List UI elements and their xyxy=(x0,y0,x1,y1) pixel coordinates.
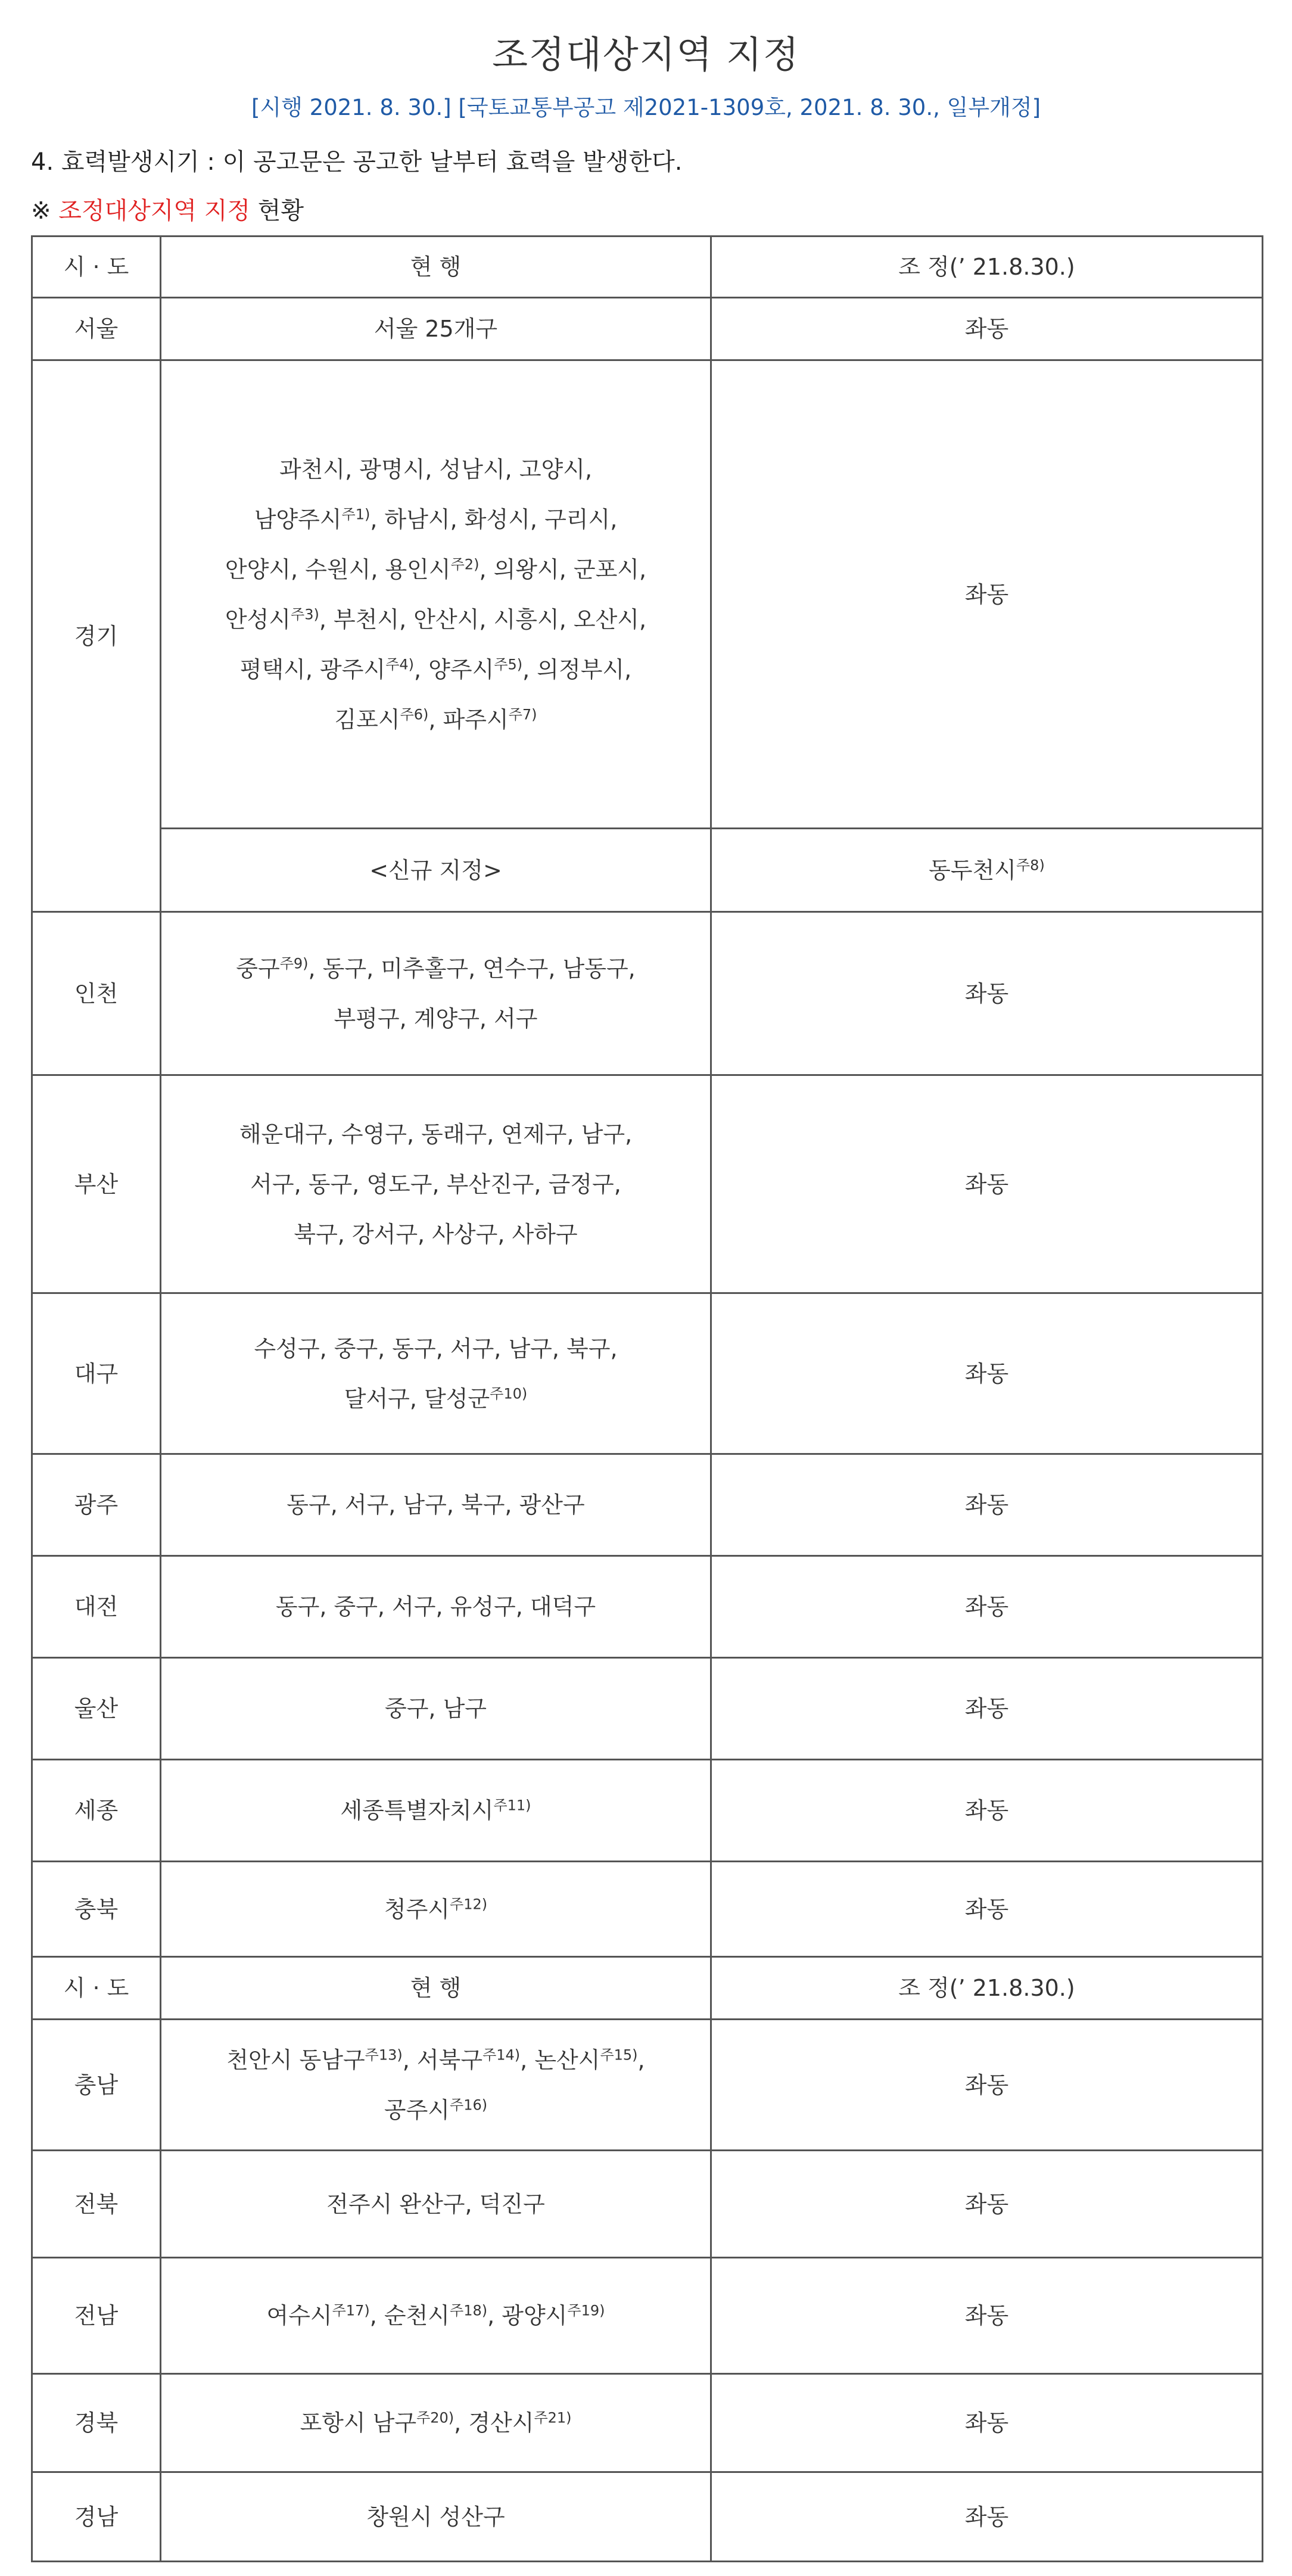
current-cell: 창원시 성산구 xyxy=(161,2472,711,2562)
current-cell: 동구, 중구, 서구, 유성구, 대덕구 xyxy=(161,1556,711,1658)
footnote-mark: 주10) xyxy=(490,1385,528,1402)
table-row xyxy=(32,829,1263,912)
footnote-mark: 주17) xyxy=(332,2302,370,2319)
footnote-mark: 주5) xyxy=(494,655,523,673)
adjusted-cell xyxy=(711,1556,1263,1658)
footnote-mark: 주18) xyxy=(450,2302,488,2319)
reference-mark: ※ xyxy=(31,197,51,225)
same-value: 좌동 xyxy=(964,1594,1009,1620)
same-value: 좌동 xyxy=(964,2303,1009,2329)
footnote-mark: 주2) xyxy=(450,555,480,573)
area-line: 김포시$^{주6)}$, 파주시$^{주7)}$ xyxy=(334,705,537,733)
new-designation-value: 동두천시$^{주8)}$ xyxy=(711,829,1263,912)
table-row xyxy=(32,360,1263,829)
region-cell: 대구 xyxy=(32,1293,161,1454)
current-cell: 여수시$^{주17)}$, 순천시$^{주18)}$, 광양시$^{주19)}$ xyxy=(161,2258,711,2374)
table-header-row xyxy=(32,1957,1263,2020)
same-value: 좌동 xyxy=(964,2410,1009,2436)
footnote-mark: 주7) xyxy=(508,705,537,723)
table-row xyxy=(32,1760,1263,1862)
area-line: 중구$^{주9)}$, 동구, 미추홀구, 연수구, 남동구, xyxy=(236,954,636,982)
footnote-mark: 주19) xyxy=(567,2302,605,2319)
adjusted-cell xyxy=(711,2472,1263,2562)
current-cell xyxy=(161,360,711,829)
same-value: 좌동 xyxy=(964,2071,1009,2098)
area-line: 북구, 강서구, 사상구, 사하구 xyxy=(294,1221,578,1247)
area-line: 천안시 동남구$^{주13)}$, 서북구$^{주14)}$, 논산시$^{주15)}$, xyxy=(226,2046,645,2073)
region-cell: 대전 xyxy=(32,1556,161,1658)
footnote-mark: 주12) xyxy=(450,1895,488,1912)
same-value: 좌동 xyxy=(964,1171,1009,1197)
header-region: 시 · 도 xyxy=(32,237,161,298)
table-row xyxy=(32,1556,1263,1658)
adjusted-cell xyxy=(711,298,1263,360)
footnote-mark: 주21) xyxy=(534,2409,572,2426)
region-cell: 부산 xyxy=(32,1075,161,1293)
current-cell xyxy=(161,912,711,1075)
same-value: 좌동 xyxy=(964,1492,1009,1518)
table-row xyxy=(32,1293,1263,1454)
region-cell: 충북 xyxy=(32,1862,161,1957)
current-cell xyxy=(161,2020,711,2151)
region-cell: 광주 xyxy=(32,1454,161,1556)
current-cell: 전주시 완산구, 덕진구 xyxy=(161,2151,711,2258)
current-cell: 세종특별자치시$^{주11)}$ xyxy=(161,1760,711,1862)
area-line: 안성시$^{주3)}$, 부천시, 안산시, 시흥시, 오산시, xyxy=(225,605,647,633)
same-value: 좌동 xyxy=(964,1360,1009,1387)
footnote-mark: 주13) xyxy=(365,2046,403,2063)
adjusted-cell xyxy=(711,2258,1263,2374)
same-value: 좌동 xyxy=(964,2503,1009,2530)
header-region: 시 · 도 xyxy=(32,1957,161,2020)
same-value: 좌동 xyxy=(964,2191,1009,2217)
table-row xyxy=(32,1075,1263,1293)
designation-table xyxy=(31,235,1263,2562)
table-row xyxy=(32,2020,1263,2151)
footnote-mark: 주15) xyxy=(600,2046,638,2063)
area-line: 남양주시$^{주1)}$, 하남시, 화성시, 구리시, xyxy=(254,505,618,533)
footnote-mark: 주9) xyxy=(279,954,309,972)
caption-highlight: 조정대상지역 지정 xyxy=(58,197,251,225)
page-title: 조정대상지역 지정 xyxy=(492,33,800,76)
region-cell: 충남 xyxy=(32,2020,161,2151)
same-value: 좌동 xyxy=(964,1695,1009,1722)
table-header-row xyxy=(32,237,1263,298)
same-value: 좌동 xyxy=(964,316,1009,342)
new-designation-label: <신규 지정> xyxy=(161,829,711,912)
current-cell: 청주시$^{주12)}$ xyxy=(161,1862,711,1957)
header-current: 현 행 xyxy=(161,1957,711,2020)
region-cell: 경기 xyxy=(32,360,161,912)
footnote-mark: 주4) xyxy=(385,655,415,673)
table-row xyxy=(32,298,1263,360)
adjusted-cell xyxy=(711,2020,1263,2151)
table-row xyxy=(32,1454,1263,1556)
adjusted-cell xyxy=(711,912,1263,1075)
area-line: 서구, 동구, 영도구, 부산진구, 금정구, xyxy=(250,1171,621,1197)
same-value: 좌동 xyxy=(964,581,1009,608)
table-row xyxy=(32,2151,1263,2258)
region-cell: 경남 xyxy=(32,2472,161,2562)
area-line: 수성구, 중구, 동구, 서구, 남구, 북구, xyxy=(254,1335,618,1362)
table-row xyxy=(32,2374,1263,2472)
table-row xyxy=(32,2472,1263,2562)
adjusted-cell xyxy=(711,1454,1263,1556)
caption-rest: 현황 xyxy=(257,197,304,225)
footnote-mark: 주16) xyxy=(450,2096,488,2113)
table-row xyxy=(32,1658,1263,1760)
area-line: 부평구, 계양구, 서구 xyxy=(334,1005,538,1032)
header-adjusted: 조 정(’ 21.8.30.) xyxy=(711,237,1263,298)
adjusted-cell xyxy=(711,1658,1263,1760)
adjusted-cell xyxy=(711,360,1263,829)
current-cell: 서울 25개구 xyxy=(161,298,711,360)
table-caption xyxy=(31,192,304,226)
footnote-mark: 주20) xyxy=(416,2409,454,2426)
region-cell: 전북 xyxy=(32,2151,161,2258)
enforcement-subtitle[interactable]: [시행 2021. 8. 30.] [국토교통부공고 제2021-1309호, 2021. 8. 30., 일부개정] xyxy=(251,95,1041,120)
adjusted-cell xyxy=(711,1760,1263,1862)
region-cell: 세종 xyxy=(32,1760,161,1862)
footnote-mark: 주14) xyxy=(482,2046,521,2063)
adjusted-cell xyxy=(711,2151,1263,2258)
area-line: 해운대구, 수영구, 동래구, 연제구, 남구, xyxy=(239,1121,633,1147)
adjusted-cell xyxy=(711,1293,1263,1454)
current-cell xyxy=(161,1293,711,1454)
footnote-mark: 주1) xyxy=(341,505,371,522)
region-cell: 울산 xyxy=(32,1658,161,1760)
header-adjusted: 조 정(’ 21.8.30.) xyxy=(711,1957,1263,2020)
current-cell: 중구, 남구 xyxy=(161,1658,711,1760)
table-row xyxy=(32,912,1263,1075)
region-cell: 전남 xyxy=(32,2258,161,2374)
region-cell: 경북 xyxy=(32,2374,161,2472)
adjusted-cell xyxy=(711,1075,1263,1293)
area-line: 안양시, 수원시, 용인시$^{주2)}$, 의왕시, 군포시, xyxy=(225,555,647,583)
footnote-mark: 주11) xyxy=(493,1797,531,1814)
current-cell: 포항시 남구$^{주20)}$, 경산시$^{주21)}$ xyxy=(161,2374,711,2472)
table-row xyxy=(32,1862,1263,1957)
area-line: 달서구, 달성군$^{주10)}$ xyxy=(344,1385,528,1412)
header-current: 현 행 xyxy=(161,237,711,298)
current-cell xyxy=(161,1075,711,1293)
footnote-mark: 주3) xyxy=(291,605,319,623)
region-cell: 서울 xyxy=(32,298,161,360)
area-line: 공주시$^{주16)}$ xyxy=(384,2096,488,2123)
adjusted-cell xyxy=(711,2374,1263,2472)
footnote-mark: 주8) xyxy=(1016,856,1045,873)
region-cell: 인천 xyxy=(32,912,161,1075)
same-value: 좌동 xyxy=(964,980,1009,1007)
table-row xyxy=(32,2258,1263,2374)
effective-date-clause: 4. 효력발생시기 : 이 공고문은 공고한 날부터 효력을 발생한다. xyxy=(31,148,683,176)
current-cell: 동구, 서구, 남구, 북구, 광산구 xyxy=(161,1454,711,1556)
footnote-mark: 주6) xyxy=(400,705,429,723)
same-value: 좌동 xyxy=(964,1896,1009,1922)
same-value: 좌동 xyxy=(964,1797,1009,1824)
area-line: 과천시, 광명시, 성남시, 고양시, xyxy=(279,456,593,483)
adjusted-cell xyxy=(711,1862,1263,1957)
area-line: 평택시, 광주시$^{주4)}$, 양주시$^{주5)}$, 의정부시, xyxy=(239,655,632,683)
